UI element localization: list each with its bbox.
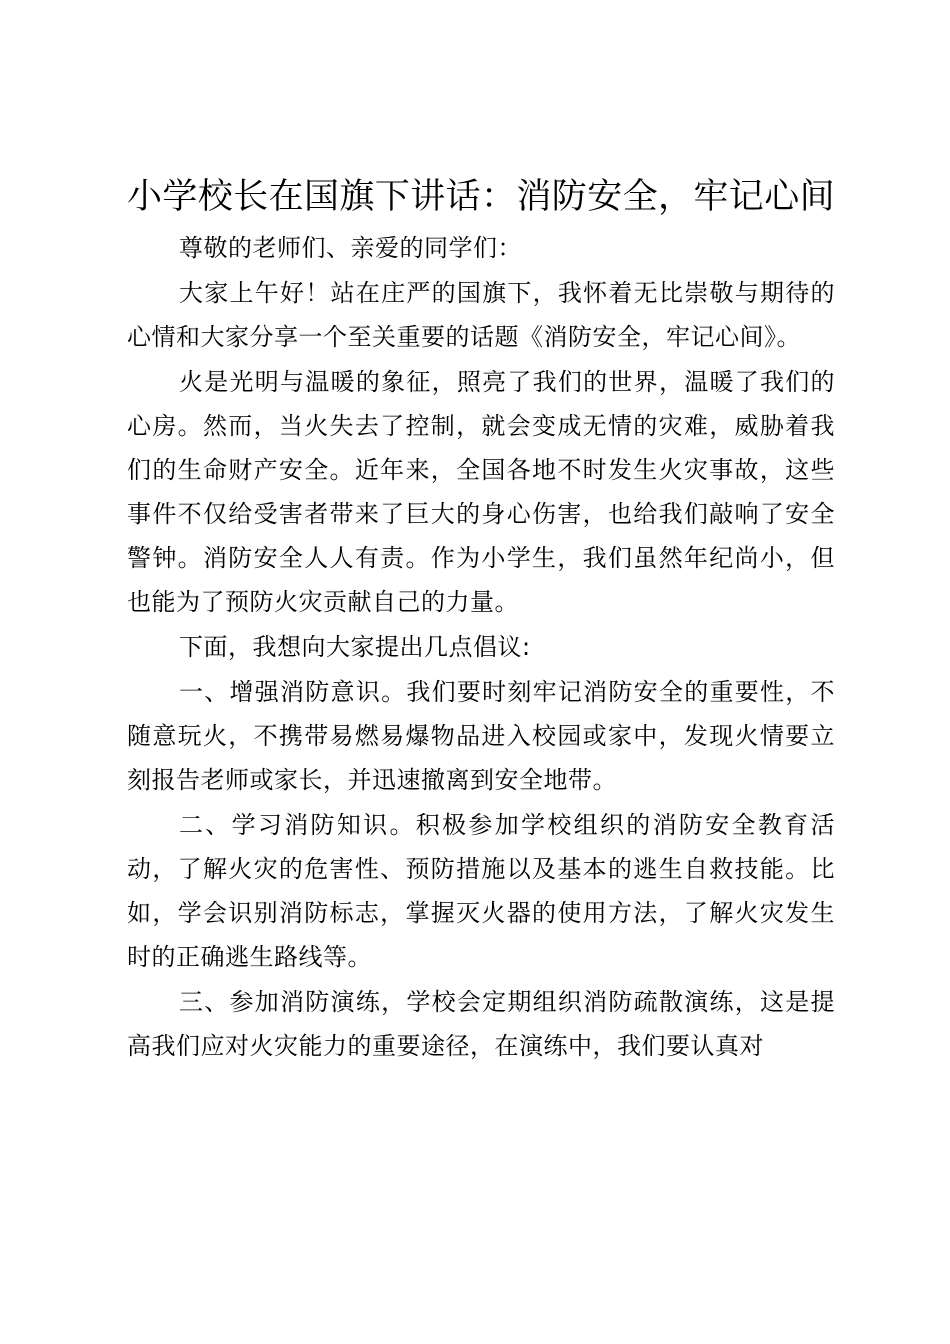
salutation: 尊敬的老师们、亲爱的同学们： <box>179 234 522 262</box>
paragraph-proposal-drills: 三、参加消防演练，学校会定期组织消防疏散演练，这是提高我们应对火灾能力的重要途径，在演练中，我们要认真对 <box>127 988 835 1060</box>
document-title: 小学校长在国旗下讲话：消防安全，牢记心间 <box>127 177 836 217</box>
paragraph-greeting: 大家上午好！站在庄严的国旗下，我怀着无比崇敬与期待的心情和大家分享一个至关重要的话题《消防安全，牢记心间》。 <box>127 279 835 351</box>
paragraph-proposal-awareness: 一、增强消防意识。我们要时刻牢记消防安全的重要性，不随意玩火，不携带易燃易爆物品进入校园或家中，发现火情要立刻报告老师或家长，并迅速撤离到安全地带。 <box>127 678 835 794</box>
document-page <box>127 172 835 1068</box>
paragraph-proposal-knowledge: 二、学习消防知识。积极参加学校组织的消防安全教育活动，了解火灾的危害性、预防措施以及基本的逃生自救技能。比如，学会识别消防标志，掌握灭火器的使用方法，了解火灾发生时的正确逃生路线等。 <box>127 811 835 971</box>
paragraph-fire-intro: 火是光明与温暖的象征，照亮了我们的世界，温暖了我们的心房。然而，当火失去了控制，就会变成无情的灾难，威胁着我们的生命财产安全。近年来，全国各地不时发生火灾事故，这些事件不仅给受害者带来了巨大的身心伤害，也给我们敲响了安全警钟。消防安全人人有责。作为小学生，我们虽然年纪尚小，但也能为了预防火灾贡献自己的力量。 <box>127 368 835 616</box>
paragraph-proposals-intro: 下面，我想向大家提出几点倡议: <box>179 633 531 661</box>
